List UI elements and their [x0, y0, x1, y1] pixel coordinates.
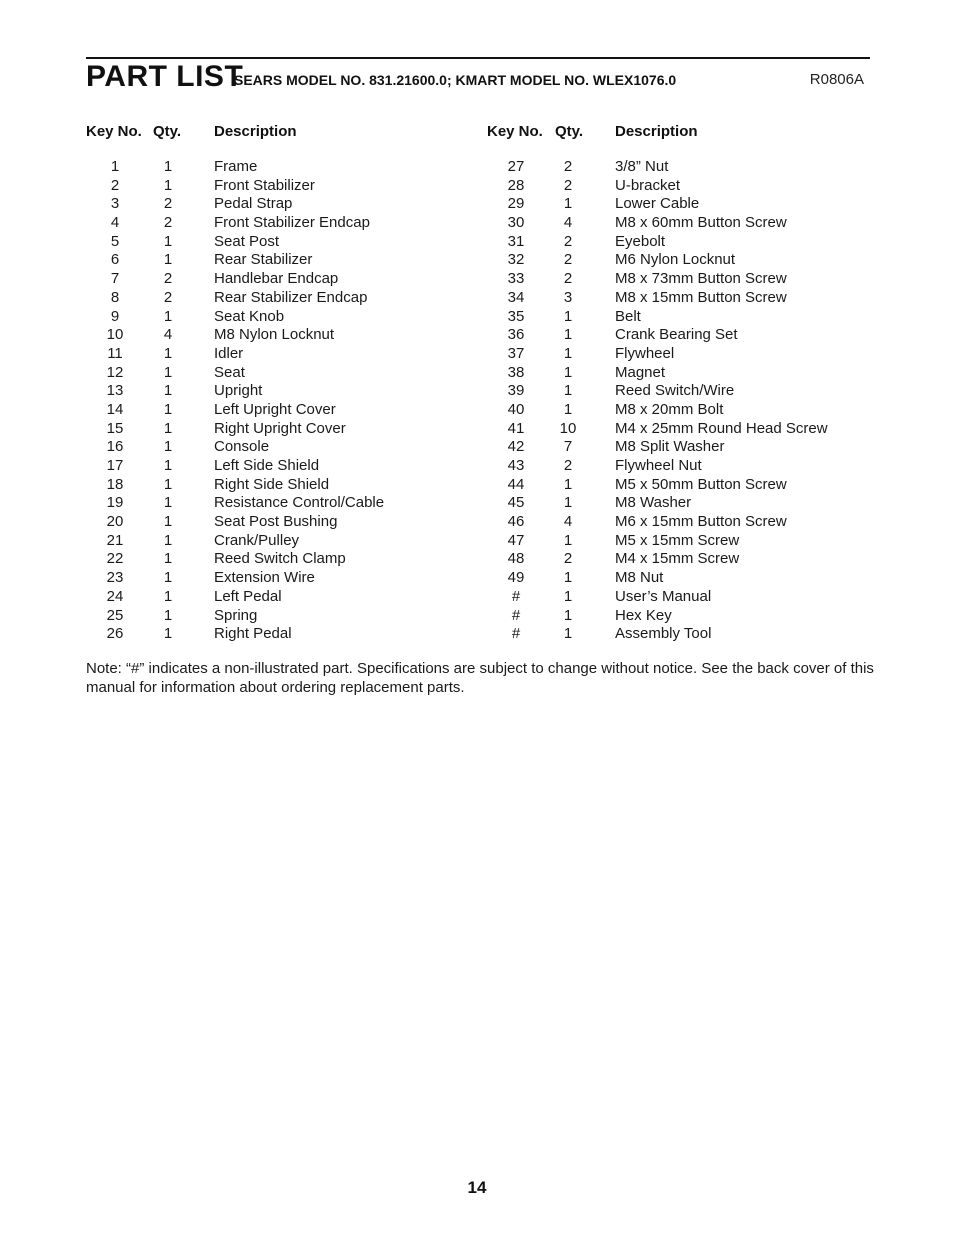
part-description: 3/8” Nut: [615, 158, 669, 175]
table-row: [487, 326, 870, 345]
key-number: #: [511, 587, 521, 605]
table-row: [487, 382, 870, 401]
quantity: 1: [163, 400, 173, 418]
key-number: 33: [507, 270, 525, 288]
quantity: 1: [563, 494, 573, 512]
key-number: 41: [507, 419, 525, 437]
table-row: [86, 214, 476, 233]
table-row: [86, 532, 476, 551]
table-row: [487, 214, 870, 233]
quantity: 2: [563, 550, 573, 568]
title-row: [86, 60, 870, 92]
quantity: 1: [563, 587, 573, 605]
table-row: [86, 195, 476, 214]
part-description: Reed Switch/Wire: [615, 382, 735, 400]
part-description: Rear Stabilizer: [214, 251, 313, 269]
table-row: [86, 251, 476, 270]
part-description: M6 Nylon Locknut: [615, 251, 736, 269]
table-row: [86, 158, 476, 177]
quantity: 1: [563, 344, 573, 362]
quantity: 1: [163, 176, 173, 194]
quantity: 2: [563, 270, 573, 288]
table-row: [487, 364, 870, 383]
table-row: [86, 401, 476, 420]
part-description: M8 Nylon Locknut: [214, 326, 335, 344]
quantity: 2: [563, 158, 573, 175]
part-description: Hex Key: [615, 606, 672, 624]
quantity: 1: [563, 307, 573, 325]
key-number: 27: [507, 158, 525, 175]
quantity: 2: [163, 270, 173, 288]
key-number: 40: [507, 400, 525, 418]
key-number: 45: [507, 494, 525, 512]
part-description: Resistance Control/Cable: [214, 494, 385, 512]
key-number: 2: [110, 176, 120, 194]
key-number: 22: [106, 550, 124, 568]
key-number: 38: [507, 363, 525, 381]
quantity: 1: [163, 307, 173, 325]
quantity: 1: [163, 475, 173, 493]
table-row: [487, 457, 870, 476]
part-description: Spring: [214, 606, 258, 624]
table-row: [86, 569, 476, 588]
table-header: [487, 121, 870, 143]
quantity: 1: [563, 606, 573, 624]
key-number: 44: [507, 475, 525, 493]
key-number: 7: [110, 270, 120, 288]
table-row: [86, 364, 476, 383]
part-description: Magnet: [615, 363, 666, 381]
document-code: R0806A: [809, 71, 864, 88]
table-row: [86, 513, 476, 532]
table-row: [86, 494, 476, 513]
key-number: 30: [507, 214, 525, 232]
quantity: 3: [563, 288, 573, 306]
part-description: Rear Stabilizer Endcap: [214, 288, 368, 306]
table-row: [487, 233, 870, 252]
key-number: 23: [106, 569, 124, 587]
table-row: [86, 308, 476, 327]
part-description: M8 x 60mm Button Screw: [615, 214, 787, 232]
table-row: [86, 438, 476, 457]
quantity: 1: [563, 400, 573, 418]
key-number: 19: [106, 494, 124, 512]
part-description: M4 x 15mm Screw: [615, 550, 740, 568]
quantity: 1: [163, 531, 173, 549]
key-number: 20: [106, 513, 124, 531]
part-description: Handlebar Endcap: [214, 270, 339, 288]
table-row: [86, 326, 476, 345]
table-row: [487, 569, 870, 588]
key-number: 35: [507, 307, 525, 325]
table-row: [487, 158, 870, 177]
key-number: 46: [507, 513, 525, 531]
quantity: 1: [163, 457, 173, 474]
key-number: 12: [106, 363, 124, 381]
table-row: [487, 513, 870, 532]
part-description: User’s Manual: [615, 587, 712, 605]
table-row: [487, 270, 870, 289]
quantity: 1: [163, 344, 173, 362]
key-number: 49: [507, 569, 525, 587]
part-description: Console: [214, 438, 270, 456]
part-description: Right Upright Cover: [214, 419, 346, 437]
table-row: [487, 588, 870, 607]
key-number: 42: [507, 438, 525, 456]
table-row: [86, 177, 476, 196]
quantity: 1: [163, 494, 173, 512]
part-description: U-bracket: [615, 176, 681, 194]
quantity: 1: [563, 569, 573, 587]
key-number: 6: [110, 251, 120, 269]
key-number: 29: [507, 195, 525, 213]
key-number: 10: [106, 326, 124, 344]
quantity: 2: [163, 214, 173, 232]
table-row: [86, 476, 476, 495]
key-column-header: Key No.: [487, 123, 543, 140]
page-number: 14: [467, 1178, 487, 1197]
table-row: [86, 457, 476, 476]
key-number: 36: [507, 326, 525, 344]
quantity: 10: [559, 419, 577, 437]
quantity: 2: [563, 251, 573, 269]
description-column-header: Description: [615, 123, 698, 140]
key-number: 31: [507, 232, 525, 250]
table-row: [487, 625, 870, 644]
page-title: PART LIST: [86, 60, 244, 93]
key-number: 48: [507, 550, 525, 568]
key-number: 43: [507, 457, 525, 474]
table-row: [487, 420, 870, 439]
key-number: 8: [110, 288, 120, 306]
key-number: 3: [110, 195, 120, 213]
quantity: 1: [163, 232, 173, 250]
quantity: 1: [563, 326, 573, 344]
key-number: 18: [106, 475, 124, 493]
table-row: [487, 550, 870, 569]
quantity: 1: [163, 251, 173, 269]
part-description: M6 x 15mm Button Screw: [615, 513, 787, 531]
key-number: 32: [507, 251, 525, 269]
quantity: 1: [163, 513, 173, 531]
part-description: Crank/Pulley: [214, 531, 300, 549]
part-description: Belt: [615, 307, 641, 325]
table-row: [487, 177, 870, 196]
table-row: [487, 494, 870, 513]
quantity: 1: [163, 606, 173, 624]
quantity: 1: [163, 382, 173, 400]
quantity: 4: [563, 513, 573, 531]
header-rule: [86, 57, 870, 59]
parts-table-left: [86, 121, 476, 643]
key-number: 28: [507, 176, 525, 194]
part-description: Left Upright Cover: [214, 400, 336, 418]
part-description: Lower Cable: [615, 195, 700, 213]
quantity: 1: [563, 195, 573, 213]
key-number: 25: [106, 606, 124, 624]
part-description: Right Pedal: [214, 625, 292, 643]
quantity: 7: [563, 438, 573, 456]
key-number: 11: [107, 344, 123, 362]
key-number: 47: [507, 531, 525, 549]
quantity: 1: [563, 625, 573, 643]
table-row: [487, 607, 870, 626]
table-row: [86, 382, 476, 401]
table-header: [86, 121, 476, 143]
part-description: Seat Post Bushing: [214, 513, 338, 531]
table-row: [86, 420, 476, 439]
qty-column-header: Qty.: [555, 123, 584, 140]
key-number: #: [511, 625, 521, 643]
part-description: M8 Washer: [615, 494, 692, 512]
part-description: Seat Post: [214, 232, 280, 250]
part-description: Upright: [214, 382, 263, 400]
part-description: Flywheel: [615, 344, 675, 362]
part-description: Front Stabilizer Endcap: [214, 214, 370, 232]
key-number: 16: [106, 438, 124, 456]
model-numbers: SEARS MODEL NO. 831.21600.0; KMART MODEL NO. WLEX1076.0: [234, 72, 677, 88]
quantity: 1: [163, 438, 173, 456]
qty-column-header: Qty.: [153, 123, 182, 140]
part-description: Frame: [214, 158, 258, 175]
quantity: 1: [163, 569, 173, 587]
key-number: 14: [106, 400, 124, 418]
quantity: 2: [163, 195, 173, 213]
quantity: 2: [563, 176, 573, 194]
key-number: #: [511, 606, 521, 624]
table-row: [487, 289, 870, 308]
table-row: [487, 438, 870, 457]
key-number: 37: [507, 344, 525, 362]
quantity: 2: [563, 457, 573, 474]
quantity: 1: [163, 158, 173, 175]
part-description: M8 x 20mm Bolt: [615, 400, 724, 418]
quantity: 2: [163, 288, 173, 306]
key-number: 24: [106, 587, 124, 605]
part-description: M8 Nut: [615, 569, 664, 587]
quantity: 1: [563, 363, 573, 381]
table-row: [86, 550, 476, 569]
part-description: M5 x 15mm Screw: [615, 531, 740, 549]
quantity: 1: [163, 419, 173, 437]
part-description: Pedal Strap: [214, 195, 293, 213]
key-number: 17: [106, 457, 124, 474]
key-number: 1: [110, 158, 120, 175]
table-row: [86, 607, 476, 626]
part-description: Extension Wire: [214, 569, 315, 587]
table-row: [487, 345, 870, 364]
table-row: [487, 532, 870, 551]
key-number: 39: [507, 382, 525, 400]
part-description: M8 Split Washer: [615, 438, 725, 456]
part-description: Right Side Shield: [214, 475, 330, 493]
quantity: 4: [163, 326, 173, 344]
part-description: M4 x 25mm Round Head Screw: [615, 419, 828, 437]
table-row: [86, 270, 476, 289]
table-row: [86, 588, 476, 607]
key-number: 34: [507, 288, 525, 306]
key-number: 13: [106, 382, 124, 400]
table-row: [487, 195, 870, 214]
key-number: 26: [106, 625, 124, 643]
key-number: 4: [110, 214, 120, 232]
part-description: Left Pedal: [214, 587, 282, 605]
part-description: M5 x 50mm Button Screw: [615, 475, 787, 493]
key-number: 5: [110, 232, 120, 250]
table-row: [487, 476, 870, 495]
part-description: Reed Switch Clamp: [214, 550, 346, 568]
quantity: 1: [163, 550, 173, 568]
quantity: 1: [163, 587, 173, 605]
part-description: M8 x 73mm Button Screw: [615, 270, 787, 288]
table-row: [487, 251, 870, 270]
part-description: Left Side Shield: [214, 457, 320, 474]
table-row: [86, 289, 476, 308]
quantity: 2: [563, 232, 573, 250]
quantity: 1: [163, 625, 173, 643]
key-number: 15: [106, 419, 124, 437]
part-description: Seat: [214, 363, 245, 381]
part-description: Eyebolt: [615, 232, 666, 250]
quantity: 1: [563, 382, 573, 400]
table-row: [487, 308, 870, 327]
parts-rows: [487, 158, 870, 644]
quantity: 1: [163, 363, 173, 381]
quantity: 1: [563, 475, 573, 493]
table-row: [86, 345, 476, 364]
part-description: Seat Knob: [214, 307, 285, 325]
table-row: [86, 233, 476, 252]
part-description: Crank Bearing Set: [615, 326, 738, 344]
part-description: Assembly Tool: [615, 625, 712, 643]
description-column-header: Description: [214, 123, 297, 140]
key-column-header: Key No.: [86, 123, 142, 140]
quantity: 4: [563, 214, 573, 232]
parts-rows: [86, 158, 476, 644]
part-description: M8 x 15mm Button Screw: [615, 288, 787, 306]
parts-table-right: [487, 121, 870, 643]
part-description: Idler: [214, 344, 244, 362]
part-description: Front Stabilizer: [214, 176, 315, 194]
key-number: 21: [106, 531, 124, 549]
table-row: [487, 401, 870, 420]
table-row: [86, 625, 476, 644]
key-number: 9: [110, 307, 120, 325]
part-description: Flywheel Nut: [615, 457, 702, 474]
quantity: 1: [563, 531, 573, 549]
footnote: Note: “#” indicates a non-illustrated part. Specifications are subject to change without notice. See the back cover of this manual for information about ordering replacement parts.: [86, 660, 874, 696]
